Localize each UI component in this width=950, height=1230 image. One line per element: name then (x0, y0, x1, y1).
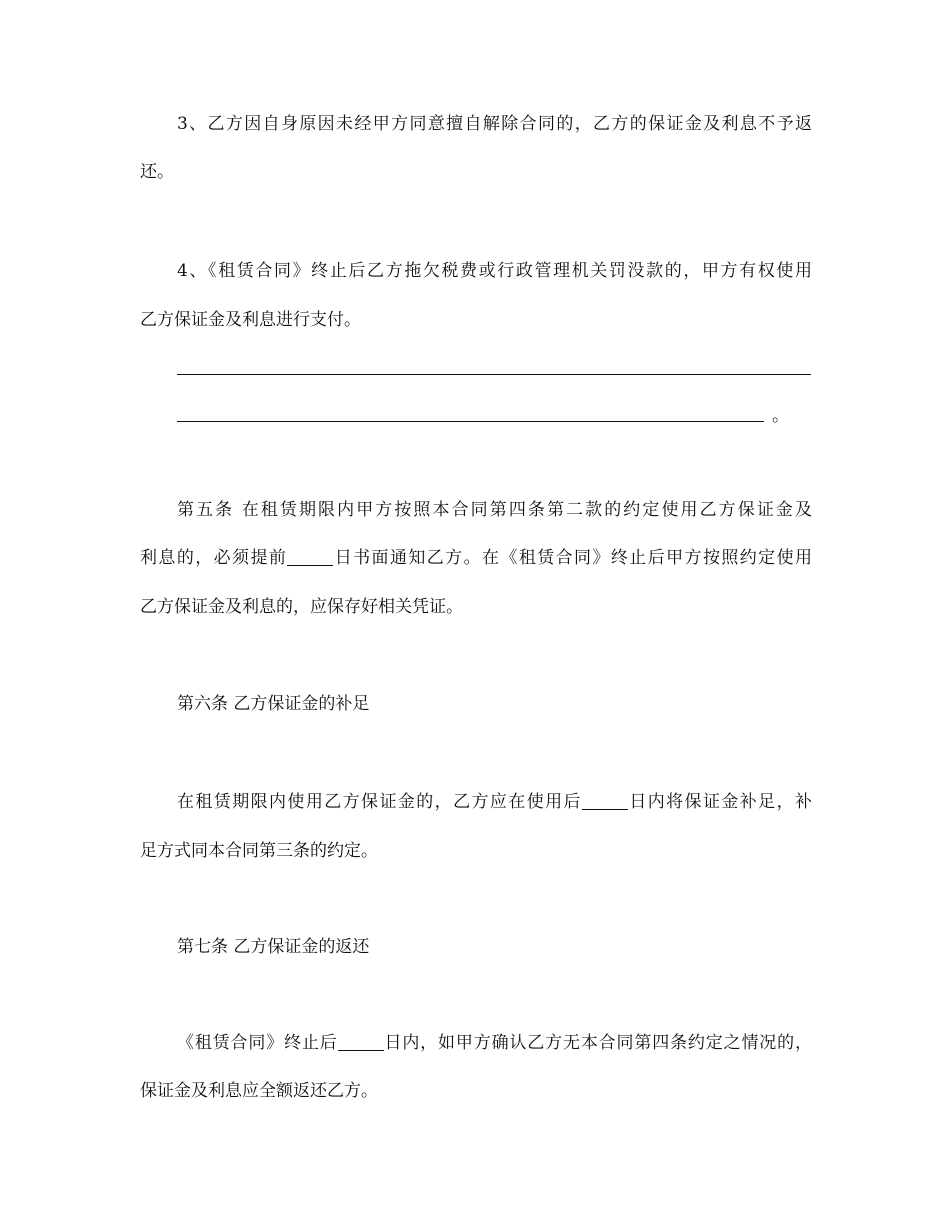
clause-3-line-1: 3、乙方因自身原因未经甲方同意擅自解除合同的，乙方的保证金及利息不予返 (177, 114, 812, 134)
article-6-line-1-before: 在租赁期限内使用乙方保证金的，乙方应在使用后 (177, 792, 582, 812)
days-blank-field[interactable] (582, 791, 628, 810)
clause-4-line-1: 4、《租赁合同》终止后乙方拖欠税费或行政管理机关罚没款的，甲方有权使用 (177, 261, 812, 281)
article-5-line-3: 乙方保证金及利息的，应保存好相关凭证。 (140, 597, 463, 617)
article-7-line-1-before: 《租赁合同》终止后 (177, 1033, 338, 1053)
article-5-line-2-before: 利息的，必须提前 (140, 548, 288, 568)
clause-4-line-2: 乙方保证金及利息进行支付。 (140, 310, 361, 330)
article-6-heading: 第六条 乙方保证金的补足 (177, 694, 370, 714)
article-7-line-1 (177, 1031, 812, 1055)
article-6-line-1 (177, 790, 812, 814)
article-7-line-1-after: 日内，如甲方确认乙方无本合同第四条约定之情况的， (383, 1033, 813, 1053)
blank-fill-line-2 (177, 421, 764, 422)
article-5-line-2 (140, 546, 812, 570)
clause-3-line-2: 还。 (140, 162, 174, 182)
article-5-line-1: 第五条 在租赁期限内甲方按照本合同第四条第二款的约定使用乙方保证金及 (177, 500, 812, 520)
article-7-heading: 第七条 乙方保证金的返还 (177, 937, 370, 957)
article-6-line-1-after: 日内将保证金补足，补 (627, 792, 812, 812)
fill-period: 。 (772, 406, 789, 426)
article-6-line-2: 足方式同本合同第三条的约定。 (140, 841, 378, 861)
blank-fill-line-1 (177, 374, 811, 375)
article-5-line-2-after: 日书面通知乙方。在《租赁合同》终止后甲方按照约定使用 (333, 548, 813, 568)
article-7-line-2: 保证金及利息应全额返还乙方。 (140, 1081, 378, 1101)
days-blank-field[interactable] (287, 547, 333, 566)
days-blank-field[interactable] (338, 1032, 384, 1051)
